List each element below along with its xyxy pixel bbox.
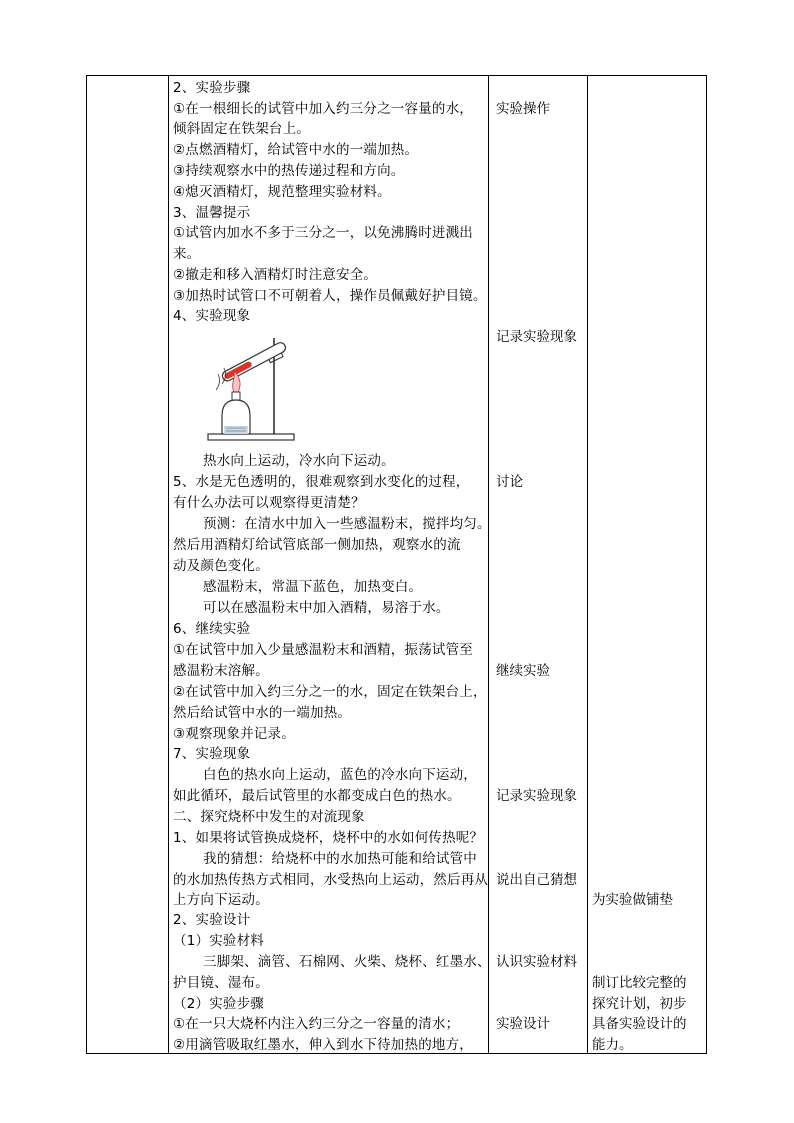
- text-line: ③观察现象并记录。: [173, 726, 295, 742]
- text-line: ①在试管中加入少量感温粉末和酒精，振荡试管至: [173, 642, 474, 658]
- text-line: 的水加热传热方式相同，水受热向上运动，然后再从: [173, 872, 489, 888]
- text-line: ④熄灭酒精灯，规范整理实验材料。: [173, 184, 391, 200]
- intent-label: 探究计划，初步: [592, 996, 687, 1012]
- text-line: 倾斜固定在铁架台上。: [173, 121, 310, 137]
- text-line: ③持续观察水中的热传递过程和方向。: [173, 163, 405, 179]
- text-line: ①在一根细长的试管中加入约三分之一容量的水，: [173, 101, 474, 117]
- text-line: 6、继续实验: [173, 621, 251, 637]
- text-line: ②在试管中加入约三分之一的水，固定在铁架台上，: [173, 684, 487, 700]
- text-line: 感温粉末，常温下蓝色，加热变白。: [203, 579, 423, 595]
- activity-label: 记录实验现象: [496, 788, 577, 804]
- text-line: 护目镜、湿布。: [173, 975, 269, 991]
- text-line: 白色的热水向上运动，蓝色的冷水向下运动，: [203, 767, 477, 783]
- activity-label: 实验操作: [496, 101, 550, 117]
- text-line: 可以在感温粉末中加入酒精，易溶于水。: [203, 600, 450, 616]
- text-line: 感温粉末溶解。: [173, 663, 269, 679]
- intent-label: 为实验做铺垫: [592, 892, 673, 908]
- column-divider-3: [587, 75, 588, 1054]
- text-line: 然后用酒精灯给试管底部一侧加热，观察水的流: [173, 537, 461, 553]
- text-line: 三脚架、滴管、石棉网、火柴、烧杯、红墨水、: [203, 954, 491, 970]
- text-line: 4、实验现象: [173, 308, 251, 324]
- text-line: 二、探究烧杯中发生的对流现象: [173, 809, 365, 825]
- text-line: 7、实验现象: [173, 746, 251, 762]
- intent-label: 能力。: [592, 1037, 633, 1053]
- text-line: 3、温馨提示: [173, 205, 251, 221]
- activity-label: 继续实验: [496, 663, 550, 679]
- text-line: 热水向上运动，冷水向下运动。: [203, 453, 395, 469]
- text-line: 我的猜想：给烧杯中的水加热可能和给试管中: [203, 851, 477, 867]
- activity-label: 讨论: [496, 474, 523, 490]
- activity-label: 认识实验材料: [496, 954, 577, 970]
- activity-label: 记录实验现象: [496, 329, 577, 345]
- column-divider-2: [488, 75, 489, 1054]
- test-tube-heating-illustration: [200, 330, 300, 445]
- intent-label: 制订比较完整的: [592, 975, 687, 991]
- text-line: ③加热时试管口不可朝着人，操作员佩戴好护目镜。: [173, 288, 487, 304]
- text-line: ①试管内加水不多于三分之一，以免沸腾时迸溅出: [173, 225, 474, 241]
- text-line: 1、如果将试管换成烧杯，烧杯中的水如何传热呢？: [173, 830, 484, 846]
- text-line: ②用滴管吸取红墨水，伸入到水下待加热的地方，: [173, 1037, 474, 1053]
- activity-label: 实验设计: [496, 1016, 550, 1032]
- text-line: 上方向下运动。: [173, 892, 269, 908]
- text-line: （1）实验材料: [173, 933, 264, 949]
- text-line: ②点燃酒精灯，给试管中水的一端加热。: [173, 142, 419, 158]
- text-line: ①在一只大烧杯内注入约三分之一容量的清水；: [173, 1016, 460, 1032]
- text-line: 有什么办法可以观察得更清楚？: [173, 495, 365, 511]
- text-line: ②撤走和移入酒精灯时注意安全。: [173, 267, 378, 283]
- text-line: 预测：在清水中加入一些感温粉末，搅拌均匀。: [203, 516, 491, 532]
- text-line: 然后给试管中水的一端加热。: [173, 705, 352, 721]
- intent-label: 具备实验设计的: [592, 1016, 687, 1032]
- text-line: 来。: [173, 246, 201, 262]
- text-line: 5、水是无色透明的，很难观察到水变化的过程，: [173, 474, 470, 490]
- text-line: 2、实验步骤: [173, 80, 251, 96]
- text-line: 2、实验设计: [173, 912, 251, 928]
- text-line: （2）实验步骤: [173, 996, 264, 1012]
- activity-label: 说出自己猜想: [496, 872, 577, 888]
- text-line: 如此循环，最后试管里的水都变成白色的热水。: [173, 788, 461, 804]
- column-divider-1: [168, 75, 169, 1054]
- text-line: 动及颜色变化。: [173, 558, 269, 574]
